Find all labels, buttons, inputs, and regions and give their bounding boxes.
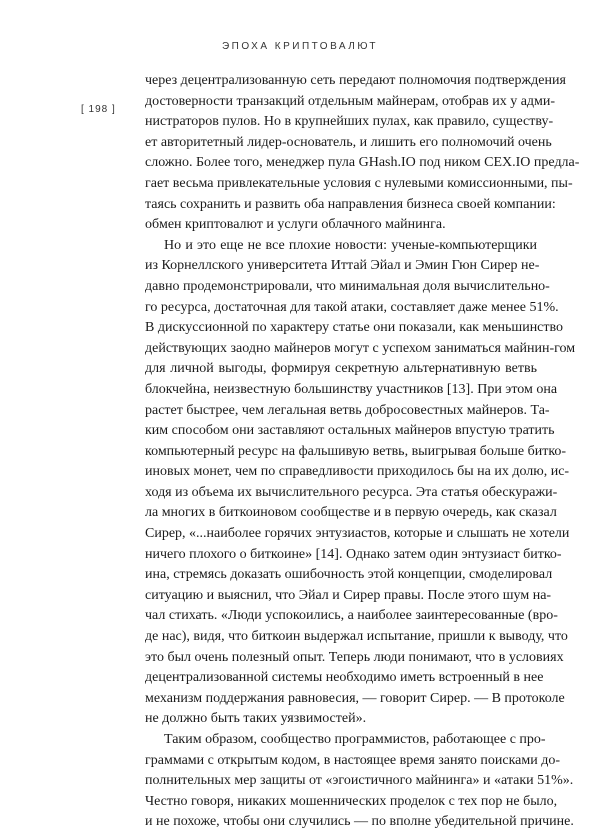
text-line: это был очень полезный опыт. Теперь люди понимают, что в условиях [145, 649, 564, 665]
text-line: сложно. Более того, менеджер пула GHash.IO под ником CEX.IO предла- [145, 155, 580, 171]
text-line: В дискуссионной по характеру статье они показали, как меньшинство [145, 320, 564, 336]
text-line: ходя из объема их вычислительного ресурса. Эта статья обескуражи- [145, 484, 558, 500]
text-line: механизм поддержания равновесия, — говорит Сирер. — В протоколе [145, 690, 565, 706]
text-line: де нас), видя, что биткоин выдержал испытание, пришли к выводу, что [145, 629, 568, 645]
text-line: Честно говоря, никаких мошеннических проделок с тех пор не было, [145, 793, 558, 809]
text-line: для личной выгоды, формируя секретную альтернативную ветвь [145, 361, 537, 377]
text-line: нистраторов пулов. Но в крупнейших пулах, как правило, существу- [145, 114, 554, 130]
text-line: таясь сохранить и развить оба направления бизнеса своей компании: [145, 196, 556, 212]
text-line: иновых монет, чем по справедливости приходилось бы на их долю, ис- [145, 464, 570, 480]
text-line: ла многих в биткоиновом сообществе и в первую очередь, как сказал [145, 505, 557, 521]
text-line: компьютерный ресурс на фальшивую ветвь, выигрывая больше битко- [145, 443, 567, 459]
text-line: ет авторитетный лидер-основатель, и лишить его полномочий очень [145, 134, 552, 150]
text-line: го ресурса, достаточная для такой атаки, составляет даже менее 51%. [145, 299, 559, 315]
text-line: ким способом они заставляют остальных майнеров впустую тратить [145, 423, 555, 439]
text-line: блокчейна, неизвестную большинству участников [13]. При этом она [145, 381, 558, 397]
text-line: чал стихать. «Люди успокоились, а наиболее заинтересованные (вро- [145, 608, 558, 624]
page-number: [ 198 ] [81, 104, 116, 115]
text-line: через децентрализованную сеть передают полномочия подтверждения [145, 73, 566, 88]
text-line: давно продемонстрировали, что минимальная доля вычислительно- [145, 278, 550, 294]
text-line: Сирер, «...наиболее горячих энтузиастов, которые и слышать не хотели [145, 526, 570, 542]
text-line: действующих заодно майнеров могут с успехом заниматься майнин-гом [145, 340, 576, 356]
text-line: Но и это еще не все плохие новости: ученые-компьютерщики [164, 237, 537, 253]
running-head: ЭПОХА КРИПТОВАЛЮТ [221, 41, 379, 52]
text-line: децентрализованной системы необходимо иметь встроенный в нее [145, 670, 544, 686]
body-text [145, 71, 580, 833]
text-line: ситуацию и выяснил, что Эйал и Сирер правы. После этого шум на- [145, 587, 552, 603]
text-line: ина, стремясь доказать ошибочность этой концепции, смоделировал [145, 567, 553, 583]
text-line: Таким образом, сообщество программистов, работающее с про- [164, 732, 546, 747]
text-line: достоверности транзакций отдельным майнерам, отобрав их у адми- [145, 93, 556, 109]
text-line: гает весьма привлекательные условия с нулевыми комиссионными, пы- [145, 175, 573, 191]
text-line: и не похоже, чтобы они случились — по вполне убедительной причине. [145, 814, 574, 830]
text-line: полнительных мер защиты от «эгоистичного майнинга» и «атаки 51%». [145, 773, 574, 789]
text-line: граммами с открытым кодом, в настоящее время занято поисками до- [145, 752, 561, 768]
text-line: обмен криптовалют и услуги облачного майнинга. [145, 217, 446, 233]
text-line: из Корнеллского университета Иттай Эйал и Эмин Гюн Сирер не- [145, 258, 540, 274]
text-line: ничего плохого о биткоине» [14]. Однако затем один энтузиаст битко- [145, 546, 562, 562]
text-line: не должно быть таких уязвимостей». [145, 711, 367, 727]
text-line: растет быстрее, чем легальная ветвь добросовестных майнеров. Та- [145, 402, 550, 418]
